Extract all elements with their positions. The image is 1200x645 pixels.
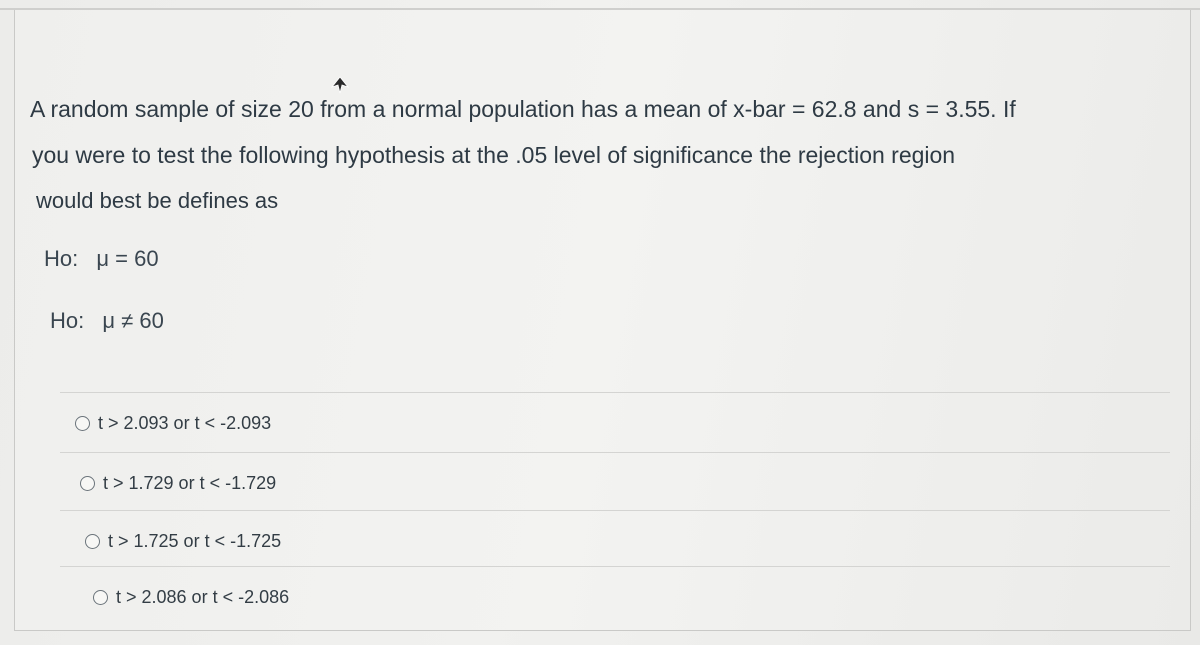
radio-button[interactable] (85, 534, 100, 549)
divider (60, 510, 1170, 511)
mouse-pointer-icon (330, 76, 350, 96)
answer-label[interactable]: t > 1.725 or t < -1.725 (108, 531, 282, 551)
question-line-3: would best be defines as (36, 188, 279, 213)
radio-button[interactable] (80, 476, 95, 491)
answer-option-1[interactable] (60, 392, 1170, 448)
radio-button[interactable] (93, 590, 108, 605)
null-hypothesis-expression: μ = 60 (96, 246, 159, 271)
divider (60, 392, 1170, 393)
divider (60, 566, 1170, 567)
alternative-hypothesis-label: Ho: (50, 308, 85, 333)
answer-option-2[interactable] (60, 452, 1170, 508)
answer-option-3[interactable] (60, 510, 1170, 566)
null-hypothesis-label: Ho: (44, 246, 79, 271)
radio-button[interactable] (75, 416, 90, 431)
null-hypothesis (44, 246, 159, 272)
question-text (30, 86, 1190, 224)
alternative-hypothesis-expression: μ ≠ 60 (102, 308, 164, 333)
divider (60, 452, 1170, 453)
answer-option-4[interactable] (60, 566, 1170, 622)
question-line-1: A random sample of size 20 from a normal population has a mean of x-bar = 62.8 and s = 3.55. If (30, 96, 1016, 122)
answer-label[interactable]: t > 1.729 or t < -1.729 (103, 473, 277, 493)
alternative-hypothesis (50, 308, 164, 334)
answer-label[interactable]: t > 2.093 or t < -2.093 (98, 413, 272, 433)
question-line-2: you were to test the following hypothesis at the .05 level of significance the rejection region (32, 142, 956, 168)
answer-label[interactable]: t > 2.086 or t < -2.086 (116, 587, 290, 607)
